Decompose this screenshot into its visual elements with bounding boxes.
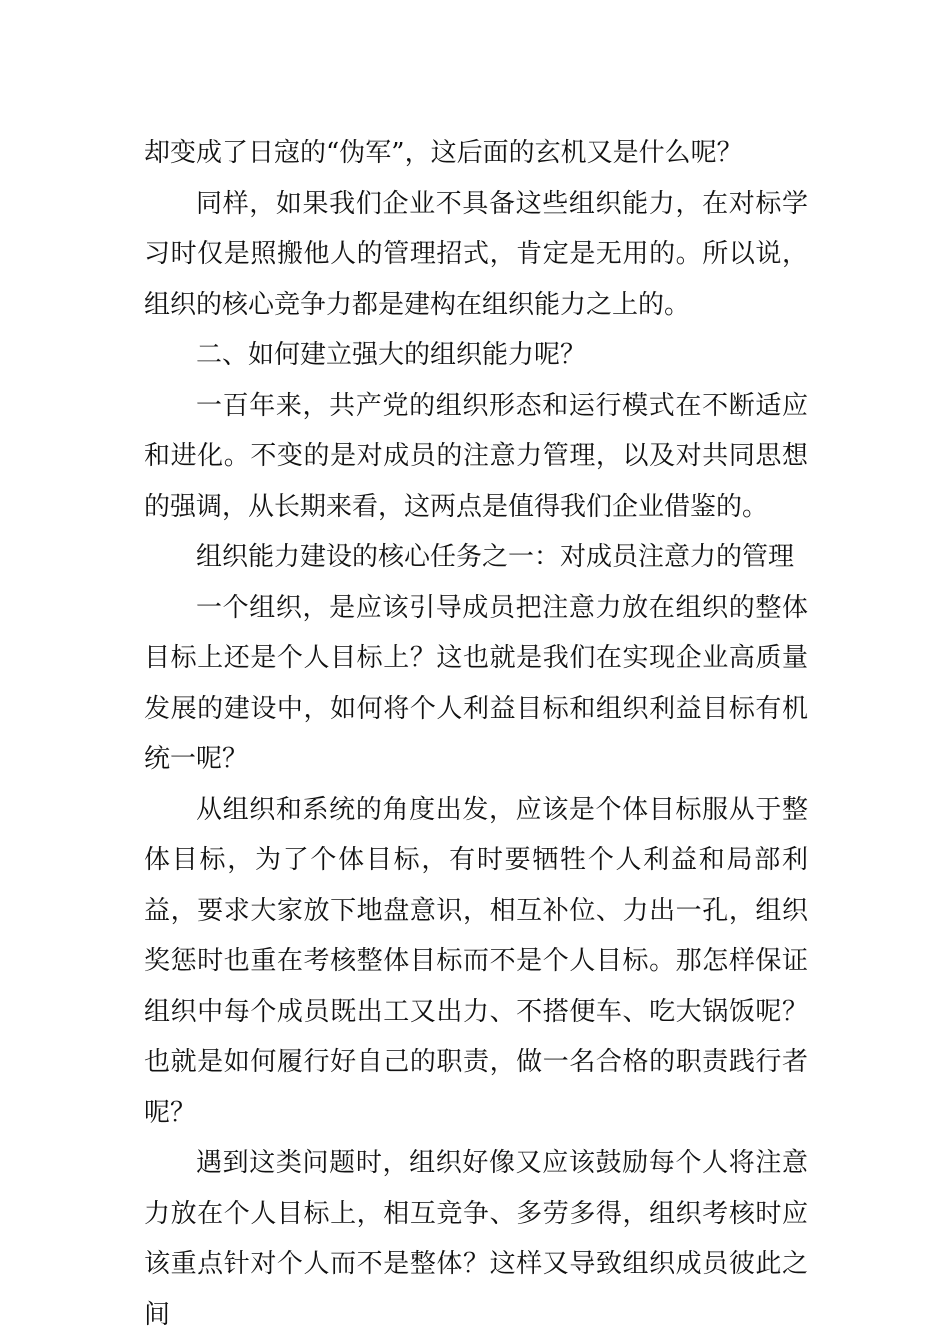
paragraph: 一个组织，是应该引导成员把注意力放在组织的整体目标上还是个人目标上？这也就是我们在实现企业高质量发展的建设中，如何将个人利益目标和组织利益目标有机统一呢？ (144, 592, 808, 774)
paragraph: 从组织和系统的角度出发，应该是个体目标服从于整体目标，为了个体目标，有时要牺牲个人利益和局部利益，要求大家放下地盘意识，相互补位、力出一孔，组织奖惩时也重在考核整体目标而不是个人目标。那怎样保证组织中每个成员既出工又出力、不搭便车、吃大锅饭呢？也就是如何履行好自己的职责，做一名合格的职责践行者呢？ (144, 794, 808, 1128)
paragraph: 遇到这类问题时，组织好像又应该鼓励每个人将注意力放在个人目标上，相互竞争、多劳多得，组织考核时应该重点针对个人而不是整体？这样又导致组织成员彼此之间 (144, 1148, 808, 1330)
paragraph: 同样，如果我们企业不具备这些组织能力，在对标学习时仅是照搬他人的管理招式，肯定是无用的。所以说，组织的核心竞争力都是建构在组织能力之上的。 (144, 188, 808, 320)
body-text (144, 128, 808, 1340)
subsection-heading: 组织能力建设的核心任务之一：对成员注意力的管理 (196, 542, 795, 572)
section-heading: 二、如何建立强大的组织能力呢？ (196, 340, 587, 370)
paragraph-continuation: 却变成了日寇的“伪军”，这后面的玄机又是什么呢？ (144, 138, 743, 168)
paragraph: 一百年来，共产党的组织形态和运行模式在不断适应和进化。不变的是对成员的注意力管理，以及对共同思想的强调，从长期来看，这两点是值得我们企业借鉴的。 (144, 390, 808, 522)
